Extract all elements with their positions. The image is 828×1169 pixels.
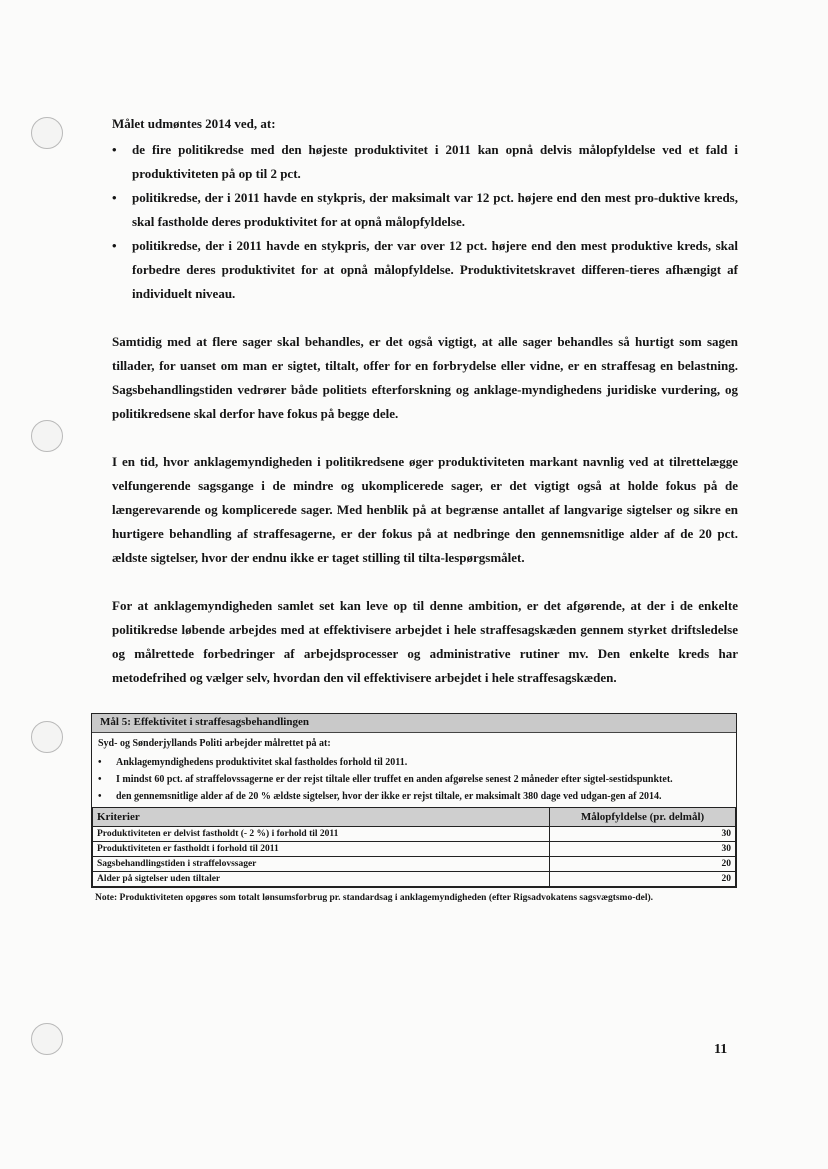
punch-hole bbox=[31, 1023, 63, 1055]
goal-item: • politikredse, der i 2011 havde en stykpris, der maksimalt var 12 pct. højere end den mest pro-duktive kreds, skal fastholde deres produktivitet for at opnå målopfyldelse. bbox=[112, 186, 738, 234]
table-row bbox=[93, 827, 736, 842]
body-text bbox=[112, 112, 738, 690]
value-cell: 30 bbox=[550, 827, 736, 842]
goal-item: • politikredse, der i 2011 havde en stykpris, der var over 12 pct. højere end den mest produktive kreds, skal forbedre deres produktivitet for at opnå målopfyldelse. Produktivitetskravet differen-tieres afhængigt af individuelt niveau. bbox=[112, 234, 738, 306]
column-header-criteria: Kriterier bbox=[93, 808, 550, 827]
criterion-cell: Produktiviteten er fastholdt i forhold til 2011 bbox=[93, 842, 550, 857]
paragraph: I en tid, hvor anklagemyndigheden i politikredsene øger produktiviteten markant navnlig ved at tilrettelægge velfungerende sagsgange i de mindre og ukomplicerede sager, er det vigtigt også at holde fokus på de længerevarende og komplicerede sager. Med henblik på at begrænse antallet af langvarige sigtelser og sikre en hurtigere behandling af straffesagerne, er der fokus på at nedbringe den gennemsnitlige alder af de 20 pct. ældste sigtelser, hvor der endnu ikke er taget stilling til tilta-lespørgsmålet. bbox=[112, 454, 738, 565]
goal-box bbox=[91, 713, 737, 905]
table-row bbox=[93, 842, 736, 857]
box-item: • I mindst 60 pct. af straffelovssagerne er der rejst tiltale eller truffet en anden afgørelse senest 2 måneder efter sigtel-sestidspunktet. bbox=[98, 771, 730, 788]
criterion-cell: Sagsbehandlingstiden i straffelovssager bbox=[93, 857, 550, 872]
intro-line: Målet udmøntes 2014 ved, at: bbox=[112, 116, 276, 131]
table-note: Note: Produktiviteten opgøres som totalt lønsumsforbrug pr. standardsag i anklagemyndigheden (efter Rigsadvokatens sagsvægtsmo-del). bbox=[95, 893, 654, 903]
box-title: Mål 5: Effektivitet i straffesagsbehandlingen bbox=[92, 714, 736, 733]
punch-hole bbox=[31, 721, 63, 753]
value-cell: 30 bbox=[550, 842, 736, 857]
value-cell: 20 bbox=[550, 872, 736, 887]
box-item: • Anklagemyndighedens produktivitet skal fastholdes forhold til 2011. bbox=[98, 754, 730, 771]
box-item: • den gennemsnitlige alder af de 20 % ældste sigtelser, hvor der ikke er rejst tiltale, er maksimalt 380 dage ved udgan-gen af 2014. bbox=[98, 788, 730, 805]
value-cell: 20 bbox=[550, 857, 736, 872]
column-header-fulfilment: Målopfyldelse (pr. delmål) bbox=[550, 808, 736, 827]
table-header-row bbox=[93, 808, 736, 827]
criterion-cell: Alder på sigtelser uden tiltaler bbox=[93, 872, 550, 887]
box-lead: Syd- og Sønderjyllands Politi arbejder målrettet på at: bbox=[98, 738, 331, 749]
criteria-table bbox=[92, 807, 736, 887]
goal-item: • de fire politikredse med den højeste produktivitet i 2011 kan opnå delvis målopfyldelse ved et fald i produktiviteten på op til 2 pct. bbox=[112, 138, 738, 186]
criterion-cell: Produktiviteten er delvist fastholdt (- 2 %) i forhold til 2011 bbox=[93, 827, 550, 842]
table-row bbox=[93, 857, 736, 872]
box-list bbox=[98, 754, 730, 805]
page-number: 11 bbox=[714, 1042, 728, 1057]
paragraph: For at anklagemyndigheden samlet set kan leve op til denne ambition, er det afgørende, at der i de enkelte politikredse løbende arbejdes med at effektivisere arbejdet i hele straffesagskæden gennem styrket driftsledelse og målrettede forbedringer af arbejdsprocesser og administrative rutiner mv. Den enkelte kreds har metodefrihed og vælger selv, hvordan den vil effektivisere arbejdet i hele straffesagskæden. bbox=[112, 598, 738, 685]
table-row bbox=[93, 872, 736, 887]
punch-hole bbox=[31, 420, 63, 452]
paragraph: Samtidig med at flere sager skal behandles, er det også vigtigt, at alle sager behandles så hurtigt som sagen tillader, for uanset om man er sigtet, tiltalt, offer for en forbrydelse eller vidne, er en straffesag en belastning. Sagsbehandlingstiden vedrører både politiets efterforskning og anklage-myndighedens juridiske vurdering, og politikredsene skal derfor have fokus på begge dele. bbox=[112, 334, 738, 421]
punch-hole bbox=[31, 117, 63, 149]
goal-list bbox=[112, 138, 738, 306]
